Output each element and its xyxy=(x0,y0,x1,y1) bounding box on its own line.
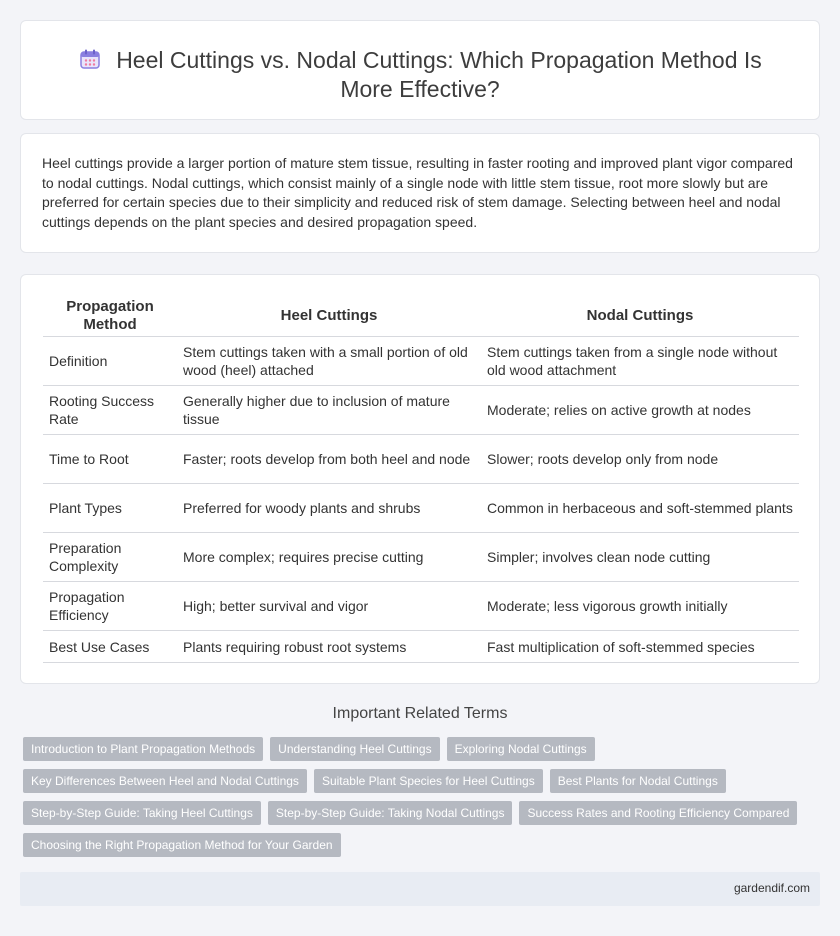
title-card xyxy=(20,20,820,120)
related-term-tag[interactable]: Step-by-Step Guide: Taking Heel Cuttings xyxy=(23,801,261,825)
row-label: Definition xyxy=(43,337,177,386)
heel-cell: Faster; roots develop from both heel and node xyxy=(177,435,481,484)
heel-cell: High; better survival and vigor xyxy=(177,582,481,631)
related-term-tag[interactable]: Key Differences Between Heel and Nodal Cuttings xyxy=(23,769,307,793)
page-title-wrap xyxy=(61,46,779,104)
nodal-cell: Moderate; relies on active growth at nodes xyxy=(481,386,799,435)
table-row xyxy=(43,386,799,435)
heel-cell: Preferred for woody plants and shrubs xyxy=(177,484,481,533)
row-label: Best Use Cases xyxy=(43,631,177,663)
heel-cell: More complex; requires precise cutting xyxy=(177,533,481,582)
row-label: Rooting Success Rate xyxy=(43,386,177,435)
intro-paragraph: Heel cuttings provide a larger portion of mature stem tissue, resulting in faster rooting and improved plant vigor compared to nodal cuttings. Nodal cuttings, which consist mainly of a single node with little stem tissue, root more slowly but are preferred for certain species due to their simplicity and reduced risk of stem damage. Selecting between heel and nodal cuttings depends on the plant species and desired propagation speed. xyxy=(42,155,793,230)
nodal-cell: Slower; roots develop only from node xyxy=(481,435,799,484)
tag-row xyxy=(23,769,803,793)
related-term-tag[interactable]: Introduction to Plant Propagation Methods xyxy=(23,737,263,761)
tag-row xyxy=(23,833,803,857)
nodal-cell: Moderate; less vigorous growth initially xyxy=(481,582,799,631)
table-row xyxy=(43,533,799,582)
header-heel-cuttings: Heel Cuttings xyxy=(177,295,481,337)
table-row xyxy=(43,337,799,386)
header-nodal-cuttings: Nodal Cuttings xyxy=(481,295,799,337)
table-row xyxy=(43,435,799,484)
page-title: Heel Cuttings vs. Nodal Cuttings: Which Propagation Method Is More Effective? xyxy=(116,47,762,102)
header-propagation-method: Propagation Method xyxy=(43,295,177,337)
footer-site-link[interactable]: gardendif.com xyxy=(733,881,810,895)
nodal-cell: Fast multiplication of soft-stemmed species xyxy=(481,631,799,663)
related-term-tag[interactable]: Exploring Nodal Cuttings xyxy=(447,737,595,761)
footer xyxy=(20,872,820,906)
tag-row xyxy=(23,801,803,825)
tag-row xyxy=(23,737,803,761)
related-term-tag[interactable]: Success Rates and Rooting Efficiency Compared xyxy=(519,801,797,825)
related-term-tag[interactable]: Suitable Plant Species for Heel Cuttings xyxy=(314,769,543,793)
row-label: Plant Types xyxy=(43,484,177,533)
heel-cell: Generally higher due to inclusion of mature tissue xyxy=(177,386,481,435)
comparison-card xyxy=(20,274,820,684)
comparison-table xyxy=(43,295,799,663)
related-term-tag[interactable]: Best Plants for Nodal Cuttings xyxy=(550,769,726,793)
row-label: Time to Root xyxy=(43,435,177,484)
table-row xyxy=(43,582,799,631)
related-term-tag[interactable]: Step-by-Step Guide: Taking Nodal Cuttings xyxy=(268,801,513,825)
row-label: Propagation Efficiency xyxy=(43,582,177,631)
table-row xyxy=(43,631,799,663)
intro-card xyxy=(20,133,820,253)
heel-cell: Stem cuttings taken with a small portion of old wood (heel) attached xyxy=(177,337,481,386)
calendar-icon xyxy=(78,47,100,69)
related-term-tag[interactable]: Understanding Heel Cuttings xyxy=(270,737,439,761)
related-terms-heading: Important Related Terms xyxy=(332,705,508,722)
related-terms-list xyxy=(23,737,803,865)
related-term-tag[interactable]: Choosing the Right Propagation Method for Your Garden xyxy=(23,833,341,857)
nodal-cell: Stem cuttings taken from a single node without old wood attachment xyxy=(481,337,799,386)
heel-cell: Plants requiring robust root systems xyxy=(177,631,481,663)
table-header-row xyxy=(43,295,799,337)
nodal-cell: Simpler; involves clean node cutting xyxy=(481,533,799,582)
nodal-cell: Common in herbaceous and soft-stemmed plants xyxy=(481,484,799,533)
row-label: Preparation Complexity xyxy=(43,533,177,582)
table-row xyxy=(43,484,799,533)
